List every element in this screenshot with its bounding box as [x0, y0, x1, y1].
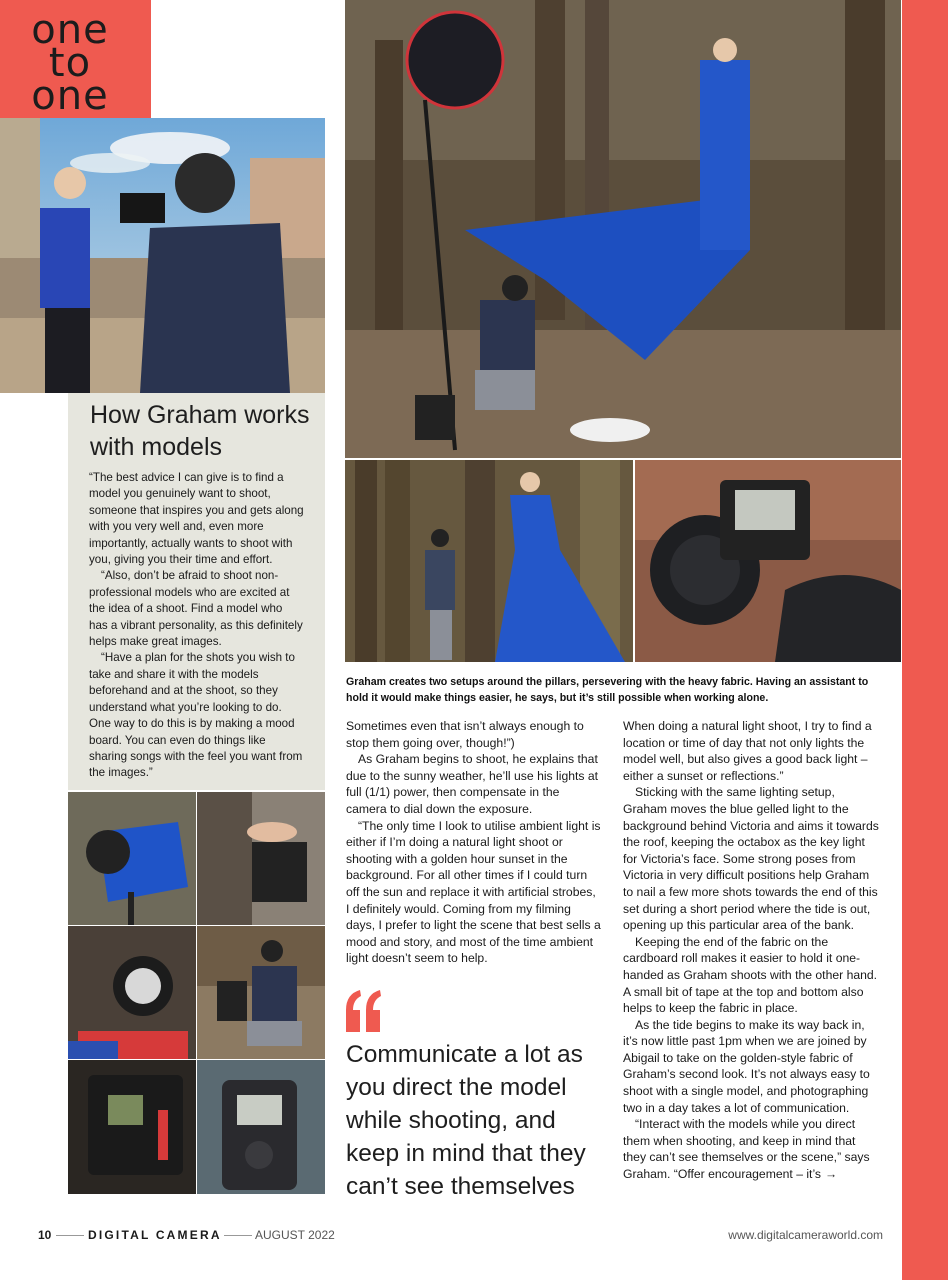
body-paragraph: When doing a natural light shoot, I try to find a location or time of day that not only lights the model well, but also gives a good back light – either a sunset or reflections.”	[623, 719, 872, 783]
logo-line-to: to	[48, 40, 92, 86]
logo-line-one-2: one	[31, 73, 109, 118]
body-paragraph: As Graham begins to shoot, he explains that due to the sunny weather, he’ll use his lights at full (1/1) power, then compensate in the camera to dial down the exposure.	[346, 752, 599, 816]
photo-flash-head	[68, 926, 196, 1059]
issue-date: AUGUST 2022	[255, 1228, 335, 1242]
article-column-middle	[346, 718, 602, 967]
continue-arrow-icon: →	[825, 1167, 838, 1182]
body-paragraph-text: “Interact with the models while you direct them when shooting, and keep in mind that they can’t see themselves or the scene,” says Graham. “Offer encouragement – it’s	[623, 1117, 870, 1182]
footer-rule	[56, 1235, 84, 1236]
photo-caption: Graham creates two setups around the pillars, persevering with the heavy fabric. Having an assistant to hold it would make things easier, he says, but it’s still possible when working alone.	[346, 676, 869, 704]
logo-line-one: one	[31, 7, 109, 53]
photo-flash-unit	[197, 1060, 325, 1194]
photo-blue-gel-light	[68, 792, 196, 925]
sidebar-paragraph: “The best advice I can give is to find a model you genuinely want to shoot, someone that inspires you and gets along with you very well and, even more importantly, actually wants to shoot with you, giving you their time and effort.	[89, 471, 304, 567]
photo-graham-with-model	[0, 118, 325, 393]
website-url: www.digitalcameraworld.com	[728, 1228, 883, 1242]
body-paragraph: Keeping the end of the fabric on the cardboard roll makes it easier to hold it one-handed as Graham shoots with the other hand. A small bit of tape at the top and bottom also helps to keep the fabric in place.	[623, 934, 878, 1016]
accent-bar	[902, 0, 948, 1280]
photo-light-adjust	[197, 792, 325, 925]
photo-main-shoot	[345, 0, 901, 458]
article-column-right	[623, 718, 881, 1183]
sidebar-box	[68, 393, 325, 790]
sidebar-body	[89, 470, 304, 782]
sidebar-paragraph: “Have a plan for the shots you wish to take and share it with the models beforehand and at the shoot, so they understand what you’re looking to do. One way to do this is by making a mood board. You can even do things like sharing songs with the feel you want from the images.”	[89, 651, 303, 780]
body-paragraph: Sometimes even that isn’t always enough to stop them going over, though!”)	[346, 719, 584, 750]
page-number: 10	[38, 1228, 52, 1242]
photo-model-blue-gown	[345, 460, 633, 662]
logo-text	[0, 7, 140, 118]
body-paragraph: “The only time I look to utilise ambient light is either if I’m doing a natural light shoot or shooting with a golden hour sunset in the background. For all other times if I could turn off the sun and replace it with artificial strobes, I definitely would. Coming from my filming days, I prefer to light the scene that best sells a mood and story, and most of the time ambient light doesn’t seem to help.	[346, 818, 601, 966]
photo-light-bag	[68, 1060, 196, 1194]
photo-graham-kneeling	[197, 926, 325, 1059]
sidebar-paragraph: “Also, don’t be afraid to shoot non-professional models who are excited at the idea of a shoot. Find a model who has a vibrant personality, as this definitely helps make great images.	[89, 569, 303, 649]
section-logo	[0, 0, 151, 118]
quote-icon	[344, 988, 384, 1034]
body-paragraph	[623, 1116, 881, 1182]
body-paragraph: Sticking with the same lighting setup, Graham moves the blue gelled light to the background behind Victoria and aims it towards the roof, keeping the octabox as the key light for Victoria’s face. Some strong poses from Victoria in very difficult positions help Graham to nail a few more shots towards the end of this set during a short period where the tide is out, opening up this particular area of the bank.	[623, 785, 879, 933]
footer-rule	[224, 1235, 252, 1236]
pull-quote: Communicate a lot as you direct the model while shooting, and keep in mind that they can’t see themselves	[346, 1041, 586, 1200]
body-paragraph: As the tide begins to make its way back in, it’s now little past 1pm when we are joined by Abigail to take on the golden-style fabric of Graham’s second look. It’s not always easy to shoot with a single model, and photographing two in a day takes a lot of communication.	[623, 1017, 870, 1115]
photo-camera-trigger	[635, 460, 901, 662]
sidebar-title: How Graham works with models	[90, 401, 310, 461]
magazine-name: DIGITAL CAMERA	[88, 1228, 222, 1242]
page-footer	[38, 1226, 883, 1246]
